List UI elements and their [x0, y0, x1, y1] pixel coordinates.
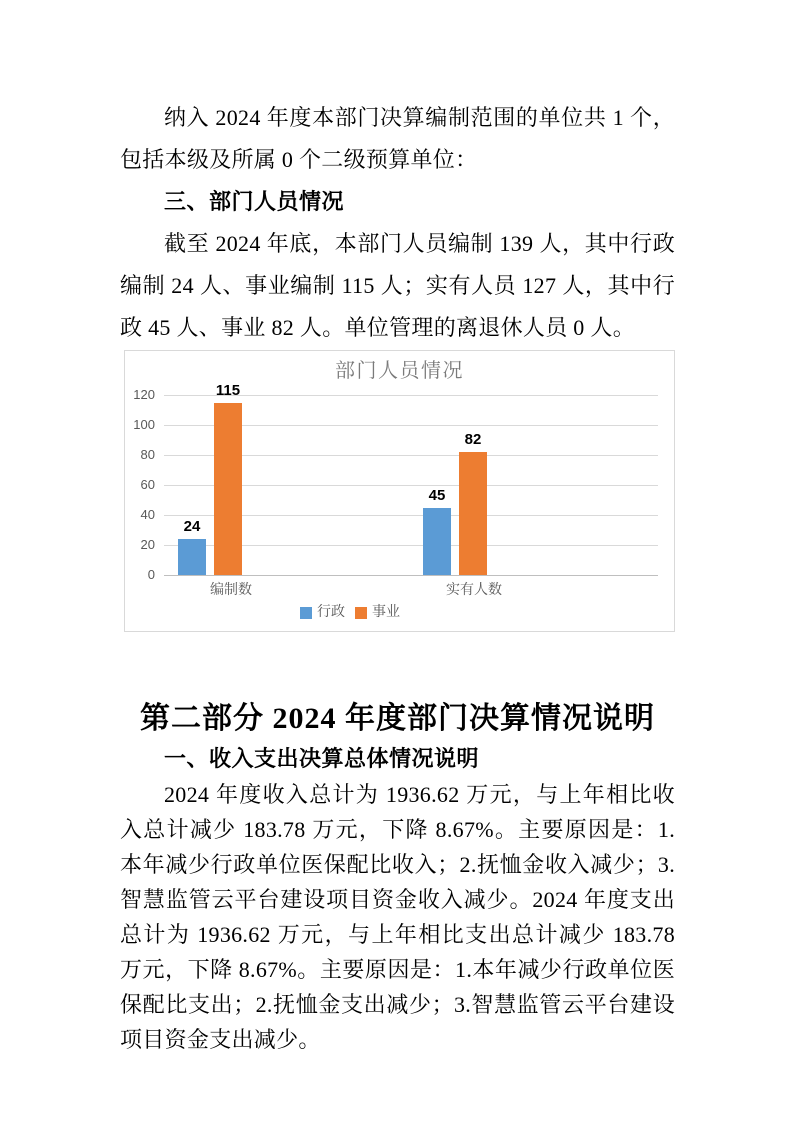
- part2-title: 第二部分 2024 年度部门决算情况说明: [140, 702, 655, 735]
- x-axis-label: 编制数: [210, 583, 252, 598]
- y-axis-tick: 0: [147, 567, 155, 582]
- legend-item: [300, 606, 345, 620]
- personnel-chart: [124, 350, 675, 632]
- bar-value-label: 82: [464, 431, 482, 448]
- y-axis-tick: 100: [133, 417, 155, 432]
- paragraph-personnel: 截至 2024 年底，本部门人员编制 139 人，其中行政编制 24 人、事业编制 115 人；实有人员 127 人，其中行政 45 人、事业 82 人。单位管理的离退休人员 0 人。: [120, 231, 675, 340]
- paragraph-unit-scope: 纳入 2024 年度本部门决算编制范围的单位共 1 个，包括本级及所属 0 个二级预算单位：: [120, 105, 675, 172]
- paragraph-income-expense: 2024 年度收入总计为 1936.62 万元，与上年相比收入总计减少 183.78 万元，下降 8.67%。主要原因是：1.本年减少行政单位医保配比收入；2.抚恤金收入减少；3.智慧监管云平台建设项目资金收入减少。2024 年度支出总计为 1936.62 万元，与上年相比支出总计减少 183.78 万元，下降 8.67%。主要原因是：1.本年减少行政单位医保配比支出；2.抚恤金支出减少；3.智慧监管云平台建设项目资金支出减少。: [120, 782, 675, 1052]
- y-axis-tick: 60: [140, 477, 155, 492]
- chart-title: 部门人员情况: [335, 360, 464, 382]
- chart-bar: [178, 539, 206, 575]
- legend-swatch-icon: [355, 607, 367, 619]
- y-axis-tick: 20: [140, 537, 155, 552]
- bar-value-label: 24: [183, 518, 201, 535]
- x-axis-line: [164, 575, 658, 576]
- chart-bar: [423, 508, 451, 576]
- section-heading-income-expense: 一、收入支出决算总体情况说明: [164, 746, 480, 771]
- y-axis-tick: 40: [140, 507, 155, 522]
- section-heading-personnel: 三、部门人员情况: [164, 189, 345, 214]
- chart-legend: [125, 606, 575, 620]
- chart-bar: [214, 403, 242, 576]
- bar-value-label: 115: [215, 381, 241, 399]
- legend-swatch-icon: [300, 607, 312, 619]
- legend-item: [355, 606, 400, 620]
- y-axis-tick: 80: [140, 447, 155, 462]
- x-axis-label: 实有人数: [446, 583, 502, 598]
- legend-label: 行政: [317, 605, 345, 620]
- bar-value-label: 45: [428, 486, 446, 504]
- chart-bar: [459, 452, 487, 575]
- legend-label: 事业: [372, 605, 400, 620]
- y-axis-tick: 120: [133, 387, 155, 402]
